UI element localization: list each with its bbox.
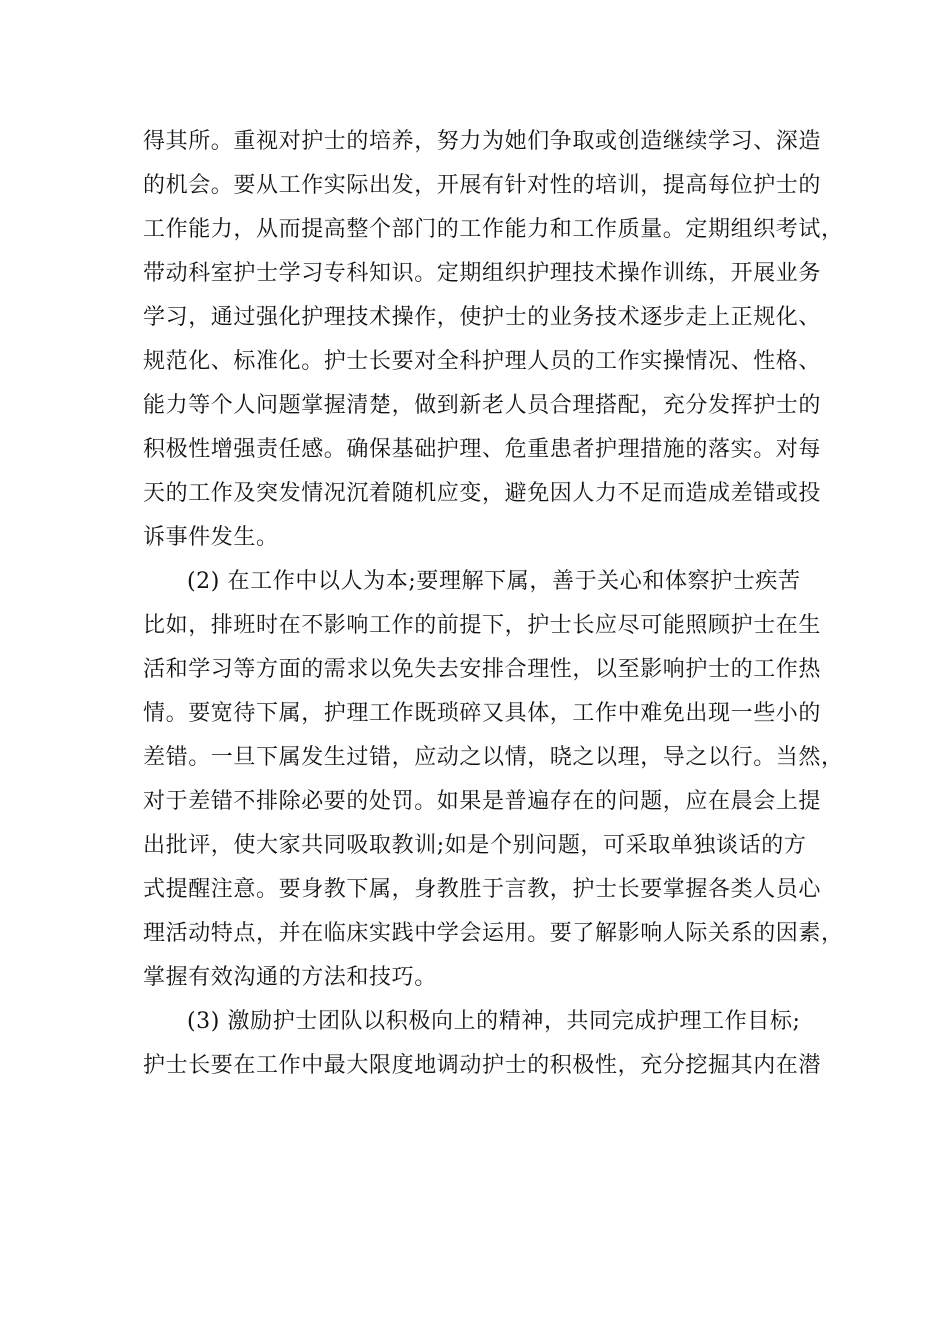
text-line: 的机会。要从工作实际出发，开展有针对性的培训，提高每位护士的 (143, 173, 822, 198)
paragraph-3-first-line: (3) 激励护士团队以积极向上的精神，共同完成护理工作目标; (187, 1009, 801, 1034)
text-line: 能力等个人问题掌握清楚，做到新老人员合理搭配，充分发挥护士的 (143, 393, 822, 418)
text-line: 规范化、标准化。护士长要对全科护理人员的工作实操情况、性格、 (143, 349, 822, 374)
text-line: 天的工作及突发情况沉着随机应变，避免因人力不足而造成差错或投 (143, 481, 822, 506)
text-line: 诉事件发生。 (143, 525, 279, 550)
text-line: 学习，通过强化护理技术操作，使护士的业务技术逐步走上正规化、 (143, 305, 822, 330)
text-line: 情。要宽待下属，护理工作既琐碎又具体，工作中难免出现一些小的 (143, 701, 822, 726)
text-line: 积极性增强责任感。确保基础护理、危重患者护理措施的落实。对每 (143, 437, 822, 462)
document-body (143, 120, 844, 1088)
text-line: 掌握有效沟通的方法和技巧。 (143, 965, 437, 990)
text-line: 护士长要在工作中最大限度地调动护士的积极性，充分挖掘其内在潜 (143, 1053, 822, 1078)
text-line: 出批评，使大家共同吸取教训;如是个别问题，可采取单独谈话的方 (143, 833, 807, 858)
text-line: 工作能力，从而提高整个部门的工作能力和工作质量。定期组织考试， (143, 217, 844, 242)
paragraph-2-first-line: (2) 在工作中以人为本;要理解下属，善于关心和体察护士疾苦 (187, 569, 801, 594)
text-line: 得其所。重视对护士的培养，努力为她们争取或创造继续学习、深造 (143, 129, 822, 154)
text-line: 对于差错不排除必要的处罚。如果是普遍存在的问题，应在晨会上提 (143, 789, 822, 814)
text-line: 理活动特点，并在临床实践中学会运用。要了解影响人际关系的因素， (143, 921, 844, 946)
text-line: 带动科室护士学习专科知识。定期组织护理技术操作训练，开展业务 (143, 261, 822, 286)
text-line: 活和学习等方面的需求以免失去安排合理性，以至影响护士的工作热 (143, 657, 822, 682)
text-line: 式提醒注意。要身教下属，身教胜于言教，护士长要掌握各类人员心 (143, 877, 822, 902)
text-line: 比如，排班时在不影响工作的前提下，护士长应尽可能照顾护士在生 (143, 613, 822, 638)
text-line: 差错。一旦下属发生过错，应动之以情，晓之以理，导之以行。当然， (143, 745, 844, 770)
